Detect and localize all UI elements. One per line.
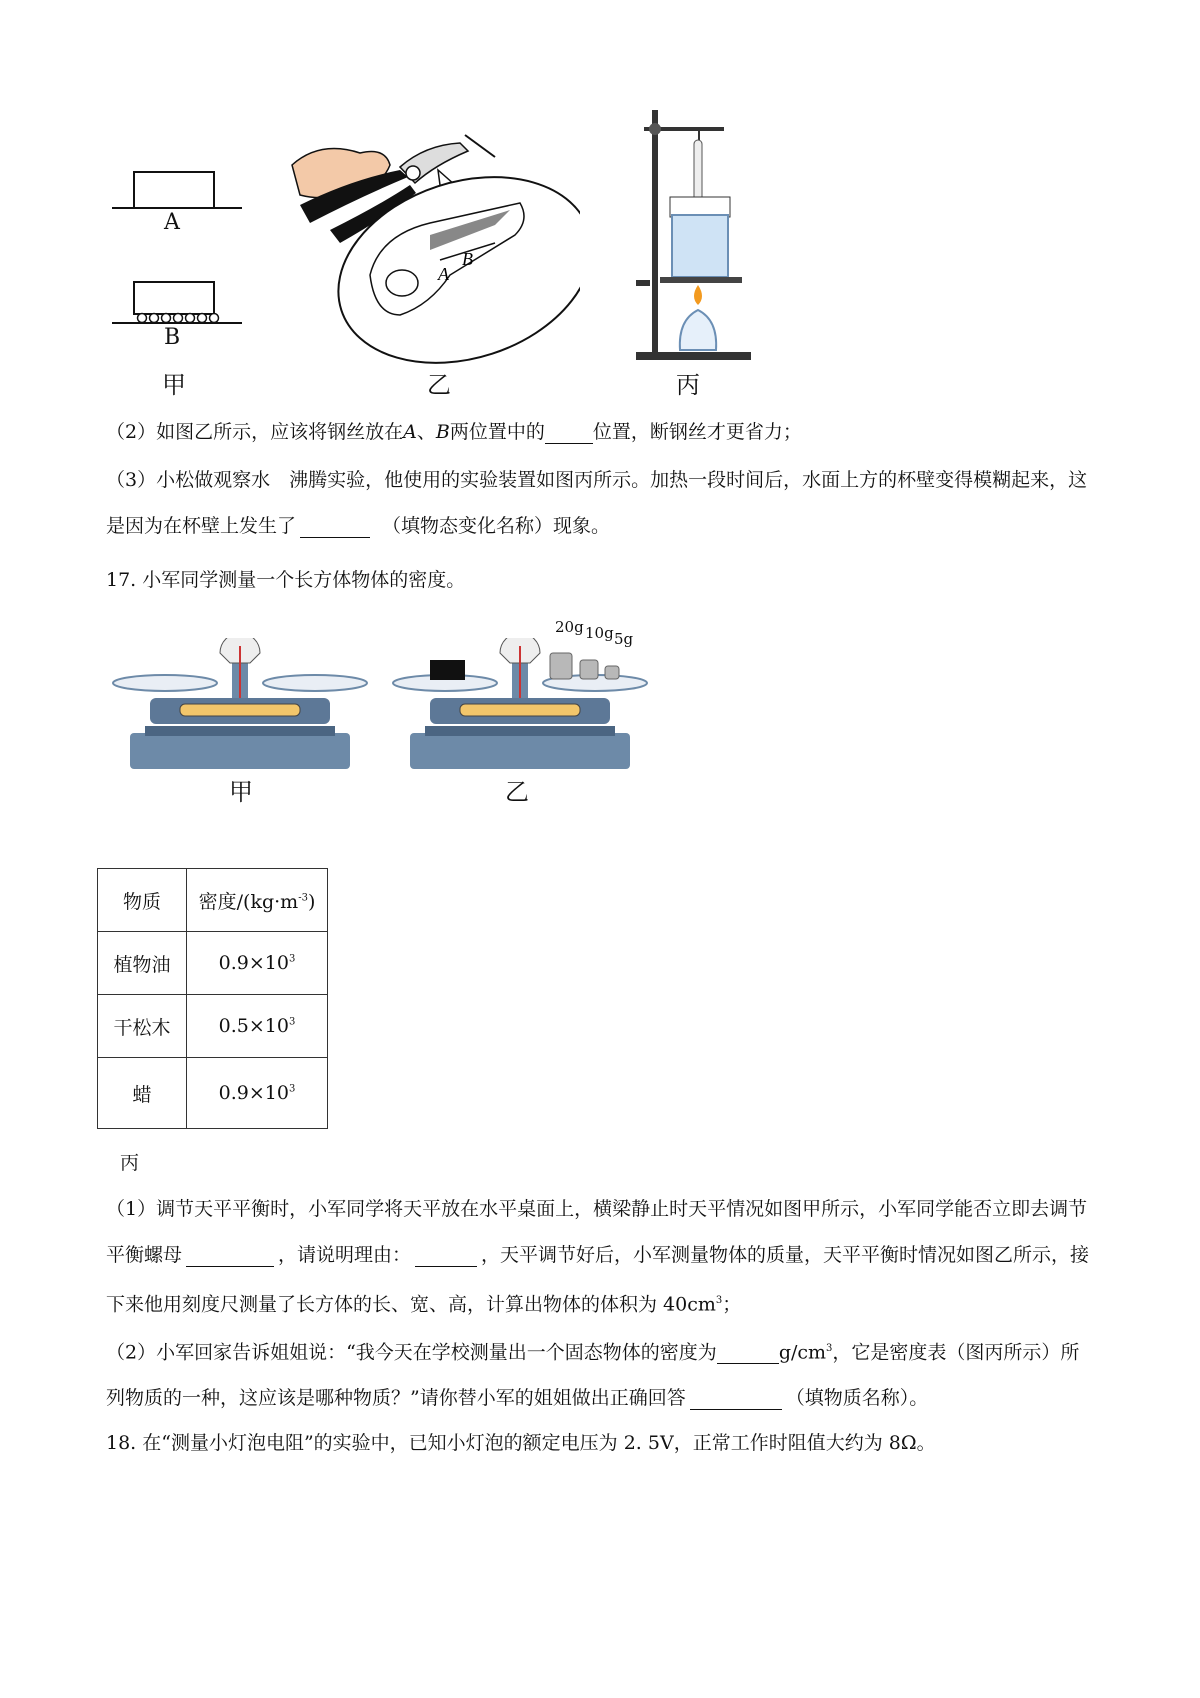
answer-blank[interactable]: [690, 1388, 782, 1410]
pliers-label-a: A: [438, 264, 449, 284]
q16-part2: （2）如图乙所示，应该将钢丝放在A、B两位置中的 位置，断钢丝才更省力；: [106, 421, 802, 443]
table-row: 干松木 $0.5\times 10^3$: [98, 995, 328, 1058]
table-header-row: [98, 869, 328, 932]
table-row: 植物油 $0.9\times 10^3$: [98, 932, 328, 995]
figure-jia-blocks: [100, 150, 250, 350]
weight-5g: 5g: [614, 630, 634, 648]
q16-part3: （3）小松做观察水 沸腾实验，他使用的实验装置如图丙所示。加热一段时间后，水面上方的杯壁变得模糊起来，这是因为在杯壁上发生了 （填物态变化名称）现象。: [106, 469, 1088, 537]
table-caption: 丙: [120, 1152, 140, 1174]
header-density: 密度$/(kg\cdot m^{-3})$: [187, 869, 328, 932]
density-table: [97, 868, 328, 1129]
caption-bing: 丙: [676, 371, 700, 399]
answer-blank[interactable]: [186, 1245, 274, 1267]
weight-10g: 10g: [585, 624, 614, 642]
header-substance: 物质: [98, 869, 187, 932]
answer-blank[interactable]: [545, 422, 593, 444]
pliers-label-b: B: [462, 249, 473, 269]
answer-blank[interactable]: [717, 1342, 779, 1364]
label-b: B: [164, 325, 181, 350]
answer-blank[interactable]: [300, 516, 370, 538]
answer-blank[interactable]: [415, 1245, 477, 1267]
boiling-apparatus: [630, 105, 760, 365]
weight-20g: 20g: [555, 618, 584, 636]
balance-jia: [110, 638, 370, 773]
q17-title: 17. 小军同学测量一个长方体物体的密度。: [106, 569, 466, 591]
caption-yi: 乙: [427, 371, 451, 399]
q17-part1: （1）调节天平平衡时，小军同学将天平放在水平桌面上，横梁静止时天平情况如图甲所示，小军同学能否立即去调节平衡螺母 ，请说明理由： ，天平调节好后，小军测量物体的质量，天平平衡时情况如图乙所示，接下来他用刻度尺测量了长方体的长、宽、高，计算出物体的体积为 $40cm^3$；: [106, 1198, 1090, 1316]
label-a: A: [164, 210, 180, 235]
table-row: 蜡 $0.9\times 10^3$: [98, 1058, 328, 1129]
balance-yi: [390, 638, 660, 773]
q17-part2: （2）小军回家告诉姐姐说：“我今天在学校测量出一个固态物体的密度为 $g/cm^3$，它是密度表（图丙所示）所列物质的一种，这应该是哪种物质？”请你替小军的姐姐做出正确回答 （填物质名称）。: [106, 1341, 1080, 1410]
q18-title: 18. 在“测量小灯泡电阻”的实验中，已知小灯泡的额定电压为 2. 5V，正常工作时阻值大约为 8Ω。: [106, 1432, 936, 1454]
caption-balance-yi: 乙: [505, 778, 529, 806]
caption-balance-jia: 甲: [229, 778, 253, 806]
pliers-illustration: [290, 125, 580, 365]
caption-jia: 甲: [162, 371, 186, 399]
